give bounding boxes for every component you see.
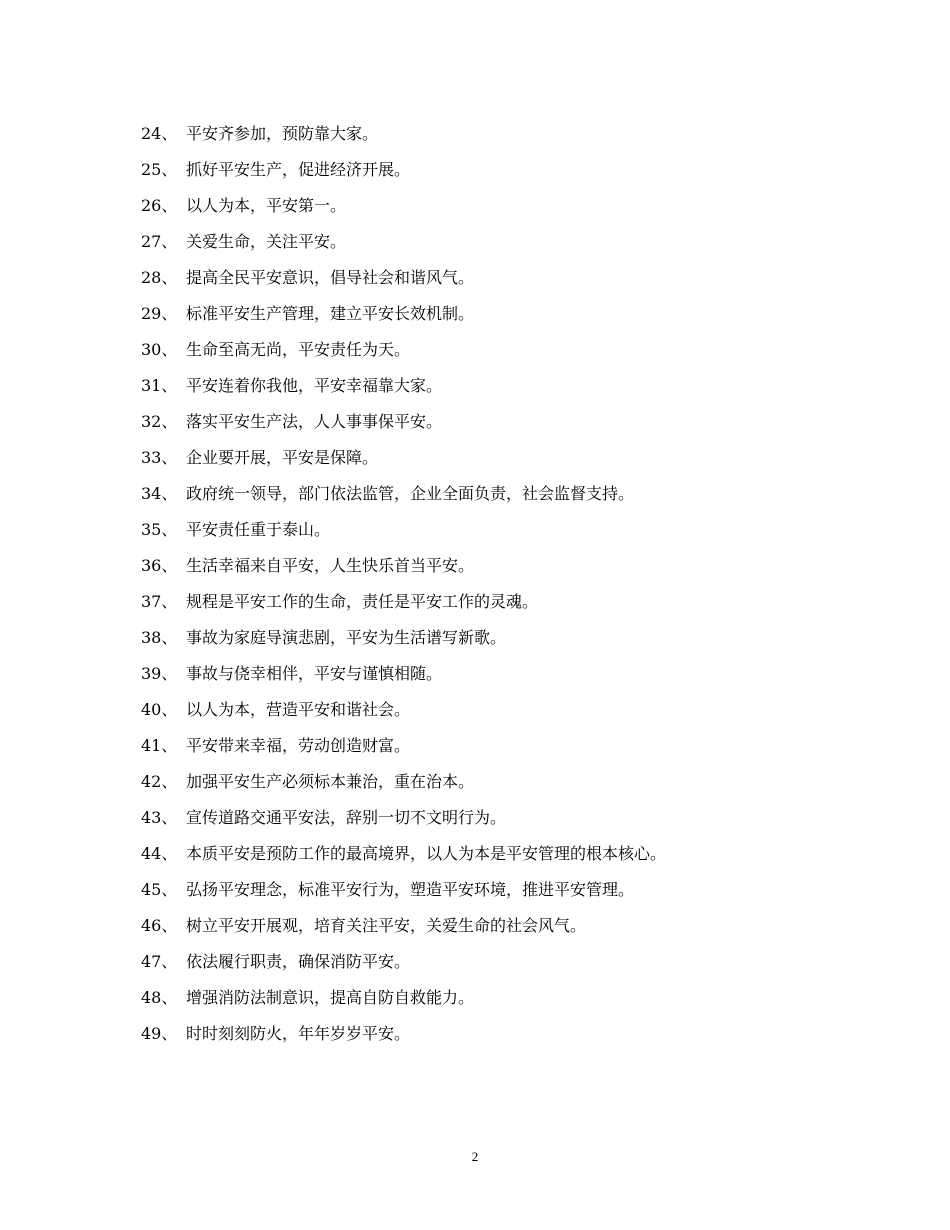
item-text: 标准平安生产管理，建立平安长效机制。 — [186, 304, 475, 323]
list-item — [141, 260, 721, 296]
item-number: 44、 — [141, 844, 178, 863]
item-text: 时时刻刻防火，年年岁岁平安。 — [186, 1024, 411, 1043]
item-text: 落实平安生产法，人人事事保平安。 — [186, 412, 443, 431]
list-item — [141, 692, 721, 728]
item-number: 43、 — [141, 808, 178, 827]
item-text: 依法履行职责，确保消防平安。 — [186, 952, 411, 971]
item-text: 以人为本，平安第一。 — [186, 196, 347, 215]
item-text: 本质平安是预防工作的最高境界，以人为本是平安管理的根本核心。 — [186, 844, 667, 863]
item-text: 以人为本，营造平安和谐社会。 — [186, 700, 411, 719]
item-number: 24、 — [141, 124, 178, 143]
item-text: 关爱生命，关注平安。 — [186, 232, 347, 251]
item-number: 25、 — [141, 160, 178, 179]
list-item — [141, 368, 721, 404]
list-item — [141, 584, 721, 620]
page-number: 2 — [471, 1149, 479, 1164]
item-number: 48、 — [141, 988, 178, 1007]
list-item — [141, 224, 721, 260]
item-number: 37、 — [141, 592, 178, 611]
list-item — [141, 404, 721, 440]
item-text: 生命至高无尚，平安责任为天。 — [186, 340, 411, 359]
item-number: 36、 — [141, 556, 178, 575]
item-number: 39、 — [141, 664, 178, 683]
item-number: 46、 — [141, 916, 178, 935]
item-number: 31、 — [141, 376, 178, 395]
item-number: 38、 — [141, 628, 178, 647]
item-number: 30、 — [141, 340, 178, 359]
item-number: 41、 — [141, 736, 178, 755]
list-item — [141, 836, 721, 872]
item-text: 事故为家庭导演悲剧，平安为生活谱写新歌。 — [186, 628, 507, 647]
list-item — [141, 980, 721, 1016]
item-text: 抓好平安生产，促进经济开展。 — [186, 160, 411, 179]
list-item — [141, 440, 721, 476]
item-text: 平安连着你我他，平安幸福靠大家。 — [186, 376, 443, 395]
list-item — [141, 620, 721, 656]
item-number: 26、 — [141, 196, 178, 215]
item-number: 34、 — [141, 484, 178, 503]
item-text: 树立平安开展观，培育关注平安，关爱生命的社会风气。 — [186, 916, 587, 935]
item-number: 45、 — [141, 880, 178, 899]
list-item — [141, 116, 721, 152]
list-item — [141, 332, 721, 368]
item-number: 47、 — [141, 952, 178, 971]
item-text: 提高全民平安意识，倡导社会和谐风气。 — [186, 268, 475, 287]
item-number: 28、 — [141, 268, 178, 287]
list-item — [141, 656, 721, 692]
item-text: 企业要开展，平安是保障。 — [186, 448, 379, 467]
item-text: 事故与侥幸相伴，平安与谨慎相随。 — [186, 664, 443, 683]
list-item — [141, 296, 721, 332]
list-item — [141, 512, 721, 548]
item-text: 加强平安生产必须标本兼治，重在治本。 — [186, 772, 475, 791]
item-text: 宣传道路交通平安法，辞别一切不文明行为。 — [186, 808, 507, 827]
item-number: 32、 — [141, 412, 178, 431]
list-item — [141, 548, 721, 584]
item-text: 平安责任重于泰山。 — [186, 520, 331, 539]
item-text: 增强消防法制意识，提高自防自救能力。 — [186, 988, 475, 1007]
list-item — [141, 152, 721, 188]
list-item — [141, 908, 721, 944]
item-text: 规程是平安工作的生命，责任是平安工作的灵魂。 — [186, 592, 539, 611]
list-item — [141, 944, 721, 980]
list-item — [141, 188, 721, 224]
item-text: 平安带来幸福，劳动创造财富。 — [186, 736, 411, 755]
item-text: 弘扬平安理念，标准平安行为，塑造平安环境，推进平安管理。 — [186, 880, 635, 899]
list-item — [141, 800, 721, 836]
item-number: 27、 — [141, 232, 178, 251]
item-number: 49、 — [141, 1024, 178, 1043]
list-item — [141, 764, 721, 800]
item-number: 42、 — [141, 772, 178, 791]
item-number: 33、 — [141, 448, 178, 467]
item-text: 政府统一领导，部门依法监管，企业全面负责，社会监督支持。 — [186, 484, 635, 503]
list-item — [141, 728, 721, 764]
item-number: 35、 — [141, 520, 178, 539]
list-item — [141, 476, 721, 512]
item-text: 平安齐参加，预防靠大家。 — [186, 124, 379, 143]
slogan-list — [141, 116, 721, 1052]
item-number: 29、 — [141, 304, 178, 323]
list-item — [141, 872, 721, 908]
item-text: 生活幸福来自平安，人生快乐首当平安。 — [186, 556, 475, 575]
item-number: 40、 — [141, 700, 178, 719]
list-item — [141, 1016, 721, 1052]
